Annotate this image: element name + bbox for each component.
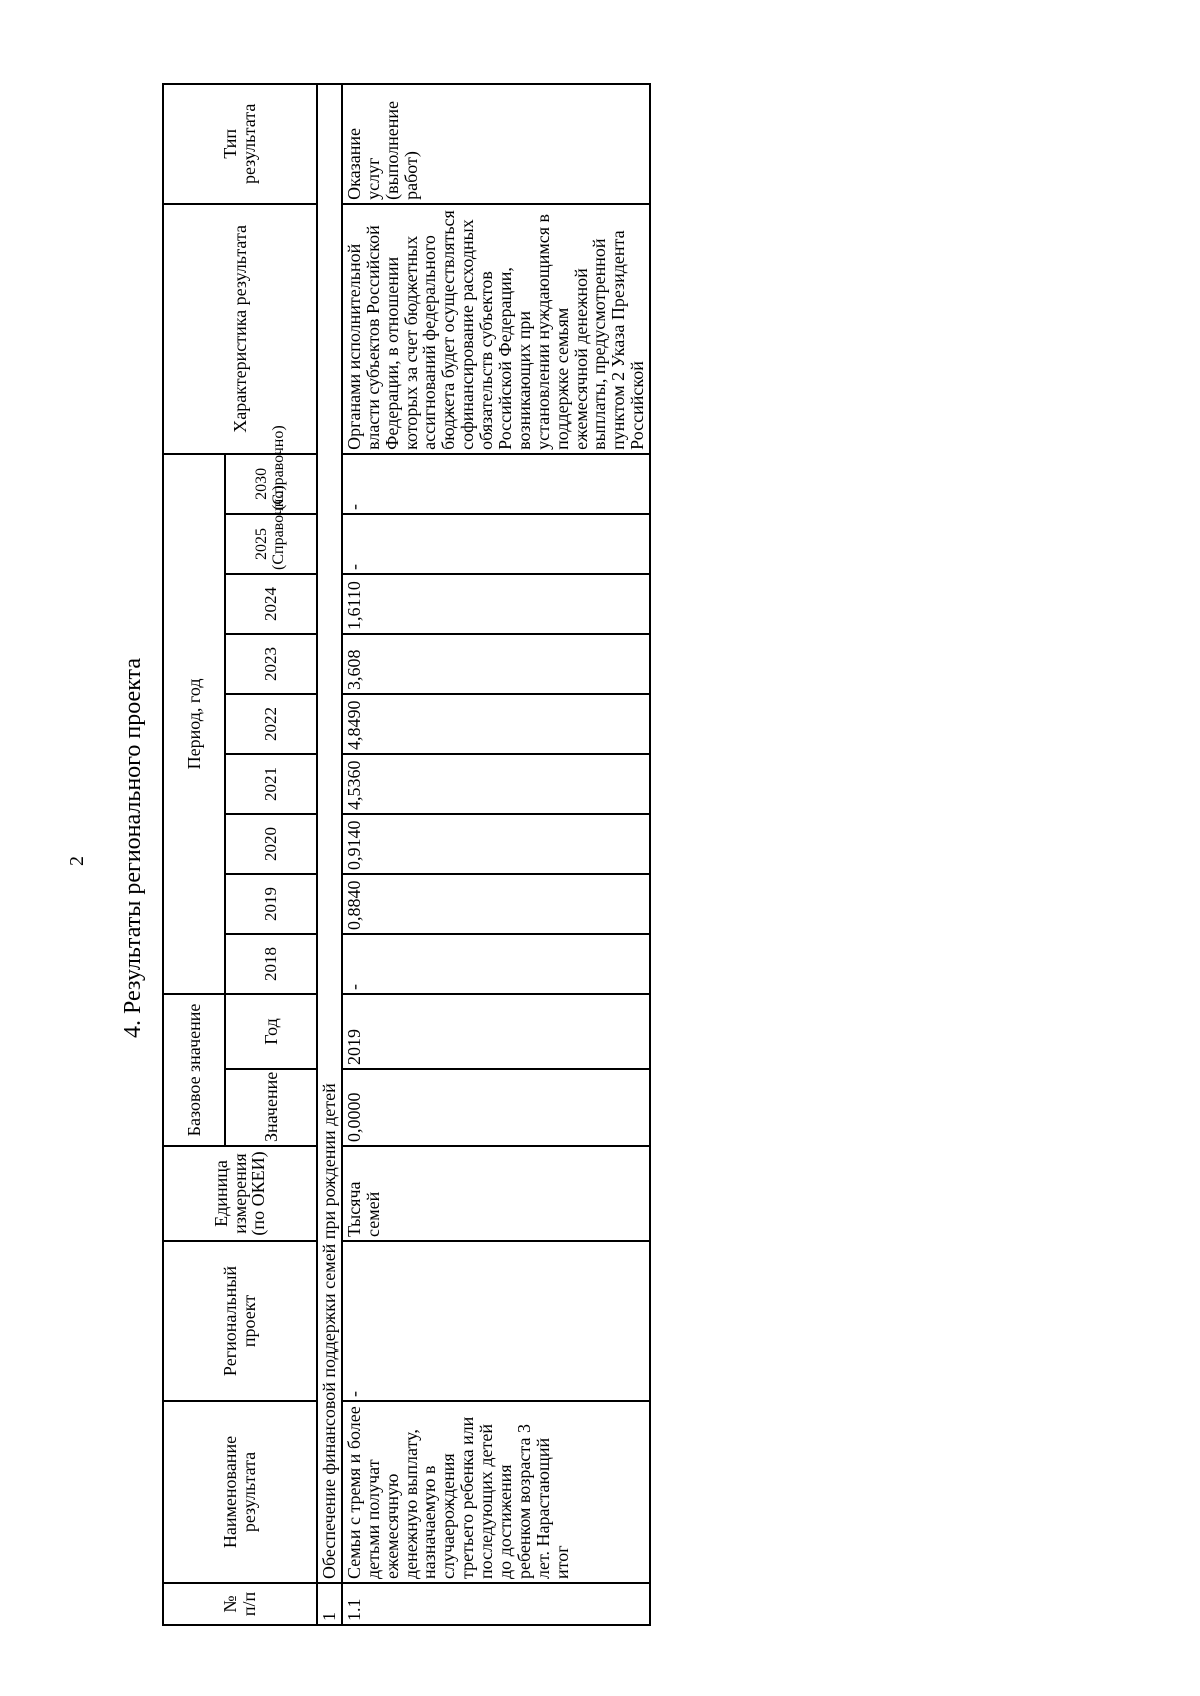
row-type: Оказание услуг (выполнение работ)	[342, 84, 650, 204]
row-value: 1,6110	[342, 574, 650, 634]
row-value: 0,9140	[342, 814, 650, 874]
row-unit: Тысяча семей	[342, 1146, 650, 1241]
header-characteristic: Характеристика результата	[163, 204, 317, 454]
row-value: -	[342, 934, 650, 994]
row-value: 3,608	[342, 634, 650, 694]
header-year: 2019	[225, 874, 317, 934]
header-unit: Единица измерения (по ОКЕИ)	[163, 1146, 317, 1241]
row-value: -	[342, 454, 650, 514]
header-base-value: Значение	[225, 1069, 317, 1146]
row-project: -	[342, 1241, 650, 1401]
header-year: 2023	[225, 634, 317, 694]
row-value: 4,8490	[342, 694, 650, 754]
row-num: 1.1	[342, 1583, 650, 1625]
header-name: Наименование результата	[163, 1401, 317, 1583]
row-value: -	[342, 514, 650, 574]
row-name: Семьи с тремя и более детьми получат ежемесячную денежную выплату, назначаемую в случаерождения третьего ребенка или последующих детей до достижения ребенком возраста 3 лет. Нарастающий итог	[342, 1401, 650, 1583]
header-year: 2024	[225, 574, 317, 634]
section-num: 1	[317, 1583, 342, 1625]
header-year: 2022	[225, 694, 317, 754]
page-title: 4. Результаты регионального проекта	[120, 658, 146, 1038]
header-base: Базовое значение	[163, 994, 225, 1146]
header-period: Период, год	[163, 454, 225, 994]
header-num: № п/п	[163, 1583, 317, 1625]
header-base-year: Год	[225, 994, 317, 1069]
header-year: 2018	[225, 934, 317, 994]
header-year: 2030 (Справочно)	[225, 454, 317, 514]
row-base-year: 2019	[342, 994, 650, 1069]
header-year: 2025 (Справочно)	[225, 514, 317, 574]
header-type: Тип результата	[163, 84, 317, 204]
row-value: 0,8840	[342, 874, 650, 934]
row-base-value: 0,0000	[342, 1069, 650, 1146]
page-number: 2	[66, 856, 88, 866]
header-year: 2020	[225, 814, 317, 874]
row-value: 4,5360	[342, 754, 650, 814]
header-project: Региональный проект	[163, 1241, 317, 1401]
section-title: Обеспечение финансовой поддержки семей при рождении детей	[317, 84, 342, 1583]
header-year: 2021	[225, 754, 317, 814]
row-characteristic: Органами исполнительной власти субъектов Российской Федерации, в отношении которых за счет бюджетных ассигнований федерального бюджета будет осуществляться софинансирование расходных обязательств субъектов Российской Федерации, возникающих при установлении нуждающимся в поддержке семьям ежемесячной денежной выплаты, предусмотренной пунктом 2 Указа Президента Российской	[342, 204, 650, 454]
results-table	[162, 83, 651, 1626]
